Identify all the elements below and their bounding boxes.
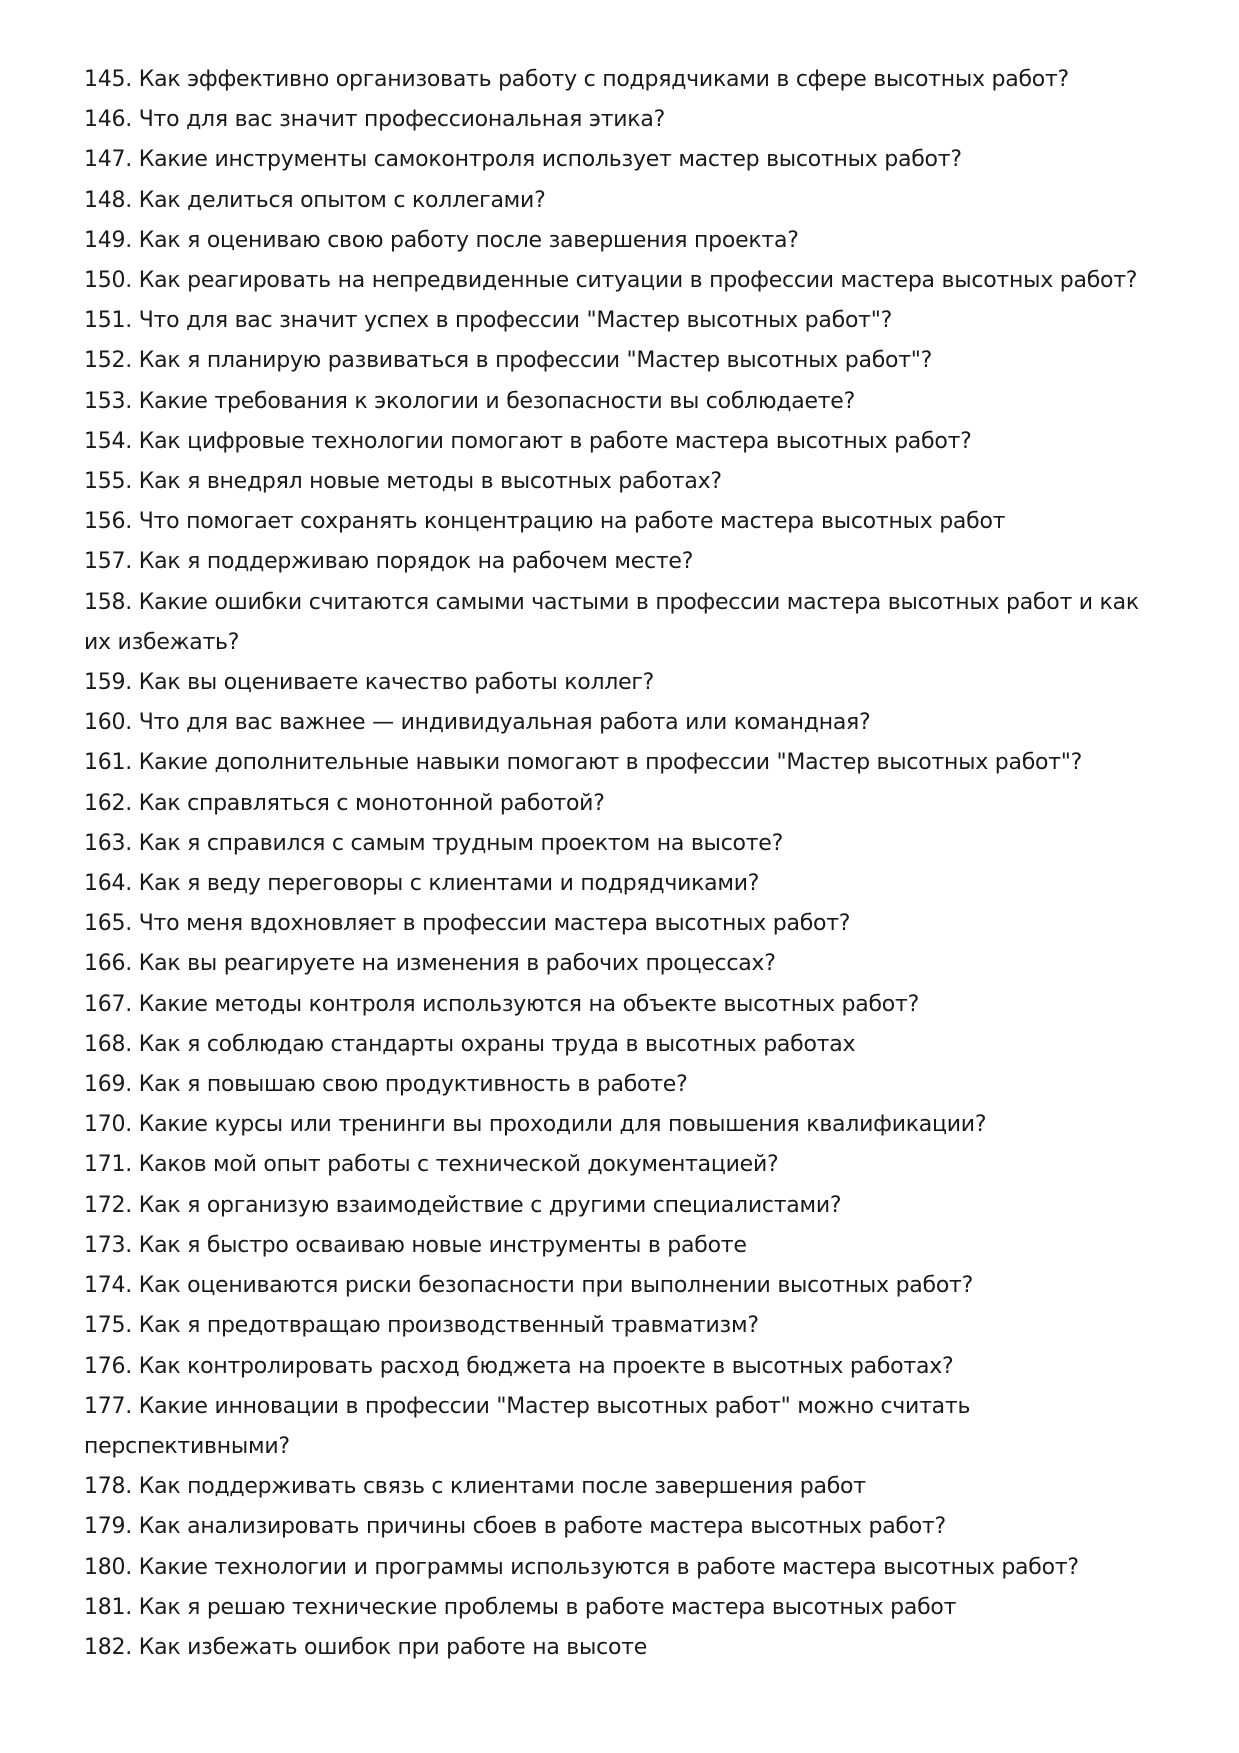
list-item: 176. Как контролировать расход бюджета на проекте в высотных работах?	[84, 1353, 954, 1379]
list-item: 145. Как эффективно организовать работу с подрядчиками в сфере высотных работ?	[84, 67, 1069, 92]
list-item: 166. Как вы реагируете на изменения в рабочих процессах?	[84, 951, 776, 977]
list-item: 179. Как анализировать причины сбоев в работе мастера высотных работ?	[84, 1514, 946, 1540]
list-item: 147. Какие инструменты самоконтроля использует мастер высотных работ?	[84, 147, 962, 173]
question-list	[84, 60, 1159, 1668]
list-item: 178. Как поддерживать связь с клиентами после завершения работ	[84, 1474, 866, 1500]
list-item: 167. Какие методы контроля используются на объекте высотных работ?	[84, 991, 920, 1017]
list-item: 156. Что помогает сохранять концентрацию на работе мастера высотных работ	[84, 509, 1006, 535]
list-item: 151. Что для вас значит успех в профессии "Мастер высотных работ"?	[84, 308, 893, 334]
list-item: 161. Какие дополнительные навыки помогают в профессии "Мастер высотных работ"?	[84, 750, 1083, 776]
list-item: 152. Как я планирую развиваться в профессии "Мастер высотных работ"?	[84, 348, 933, 374]
list-item: 169. Как я повышаю свою продуктивность в работе?	[84, 1072, 688, 1098]
list-item: 159. Как вы оцениваете качество работы коллег?	[84, 670, 655, 696]
list-item: 177. Какие инновации в профессии "Мастер высотных работ" можно считать перспективными?	[84, 1393, 971, 1459]
list-item: 153. Какие требования к экологии и безопасности вы соблюдаете?	[84, 388, 856, 414]
list-item: 175. Как я предотвращаю производственный травматизм?	[84, 1313, 759, 1339]
list-item: 163. Как я справился с самым трудным проектом на высоте?	[84, 830, 784, 856]
list-item: 173. Как я быстро осваиваю новые инструменты в работе	[84, 1232, 747, 1258]
list-item: 148. Как делиться опытом с коллегами?	[84, 187, 546, 213]
list-item: 149. Как я оцениваю свою работу после завершения проекта?	[84, 227, 799, 253]
list-item: 146. Что для вас значит профессиональная этика?	[84, 107, 666, 133]
list-item: 155. Как я внедрял новые методы в высотных работах?	[84, 469, 722, 495]
list-item: 180. Какие технологии и программы используются в работе мастера высотных работ?	[84, 1554, 1079, 1580]
list-item: 158. Какие ошибки считаются самыми частыми в профессии мастера высотных работ и как их избежать?	[84, 589, 1139, 655]
list-item: 150. Как реагировать на непредвиденные ситуации в профессии мастера высотных работ?	[84, 268, 1138, 294]
list-item: 162. Как справляться с монотонной работой?	[84, 790, 605, 816]
list-item: 168. Как я соблюдаю стандарты охраны труда в высотных работах	[84, 1031, 856, 1057]
list-item: 154. Как цифровые технологии помогают в работе мастера высотных работ?	[84, 428, 972, 454]
list-item: 182. Как избежать ошибок при работе на высоте	[84, 1634, 648, 1660]
list-item: 171. Каков мой опыт работы с технической документацией?	[84, 1152, 779, 1178]
list-item: 170. Какие курсы или тренинги вы проходили для повышения квалификации?	[84, 1112, 987, 1138]
list-item: 174. Как оцениваются риски безопасности при выполнении высотных работ?	[84, 1273, 974, 1299]
list-item: 165. Что меня вдохновляет в профессии мастера высотных работ?	[84, 911, 851, 937]
list-item: 181. Как я решаю технические проблемы в работе мастера высотных работ	[84, 1594, 957, 1620]
list-item: 164. Как я веду переговоры с клиентами и подрядчиками?	[84, 871, 760, 897]
list-item: 160. Что для вас важнее — индивидуальная работа или командная?	[84, 710, 871, 736]
list-item: 172. Как я организую взаимодействие с другими специалистами?	[84, 1192, 842, 1218]
list-item: 157. Как я поддерживаю порядок на рабочем месте?	[84, 549, 694, 575]
